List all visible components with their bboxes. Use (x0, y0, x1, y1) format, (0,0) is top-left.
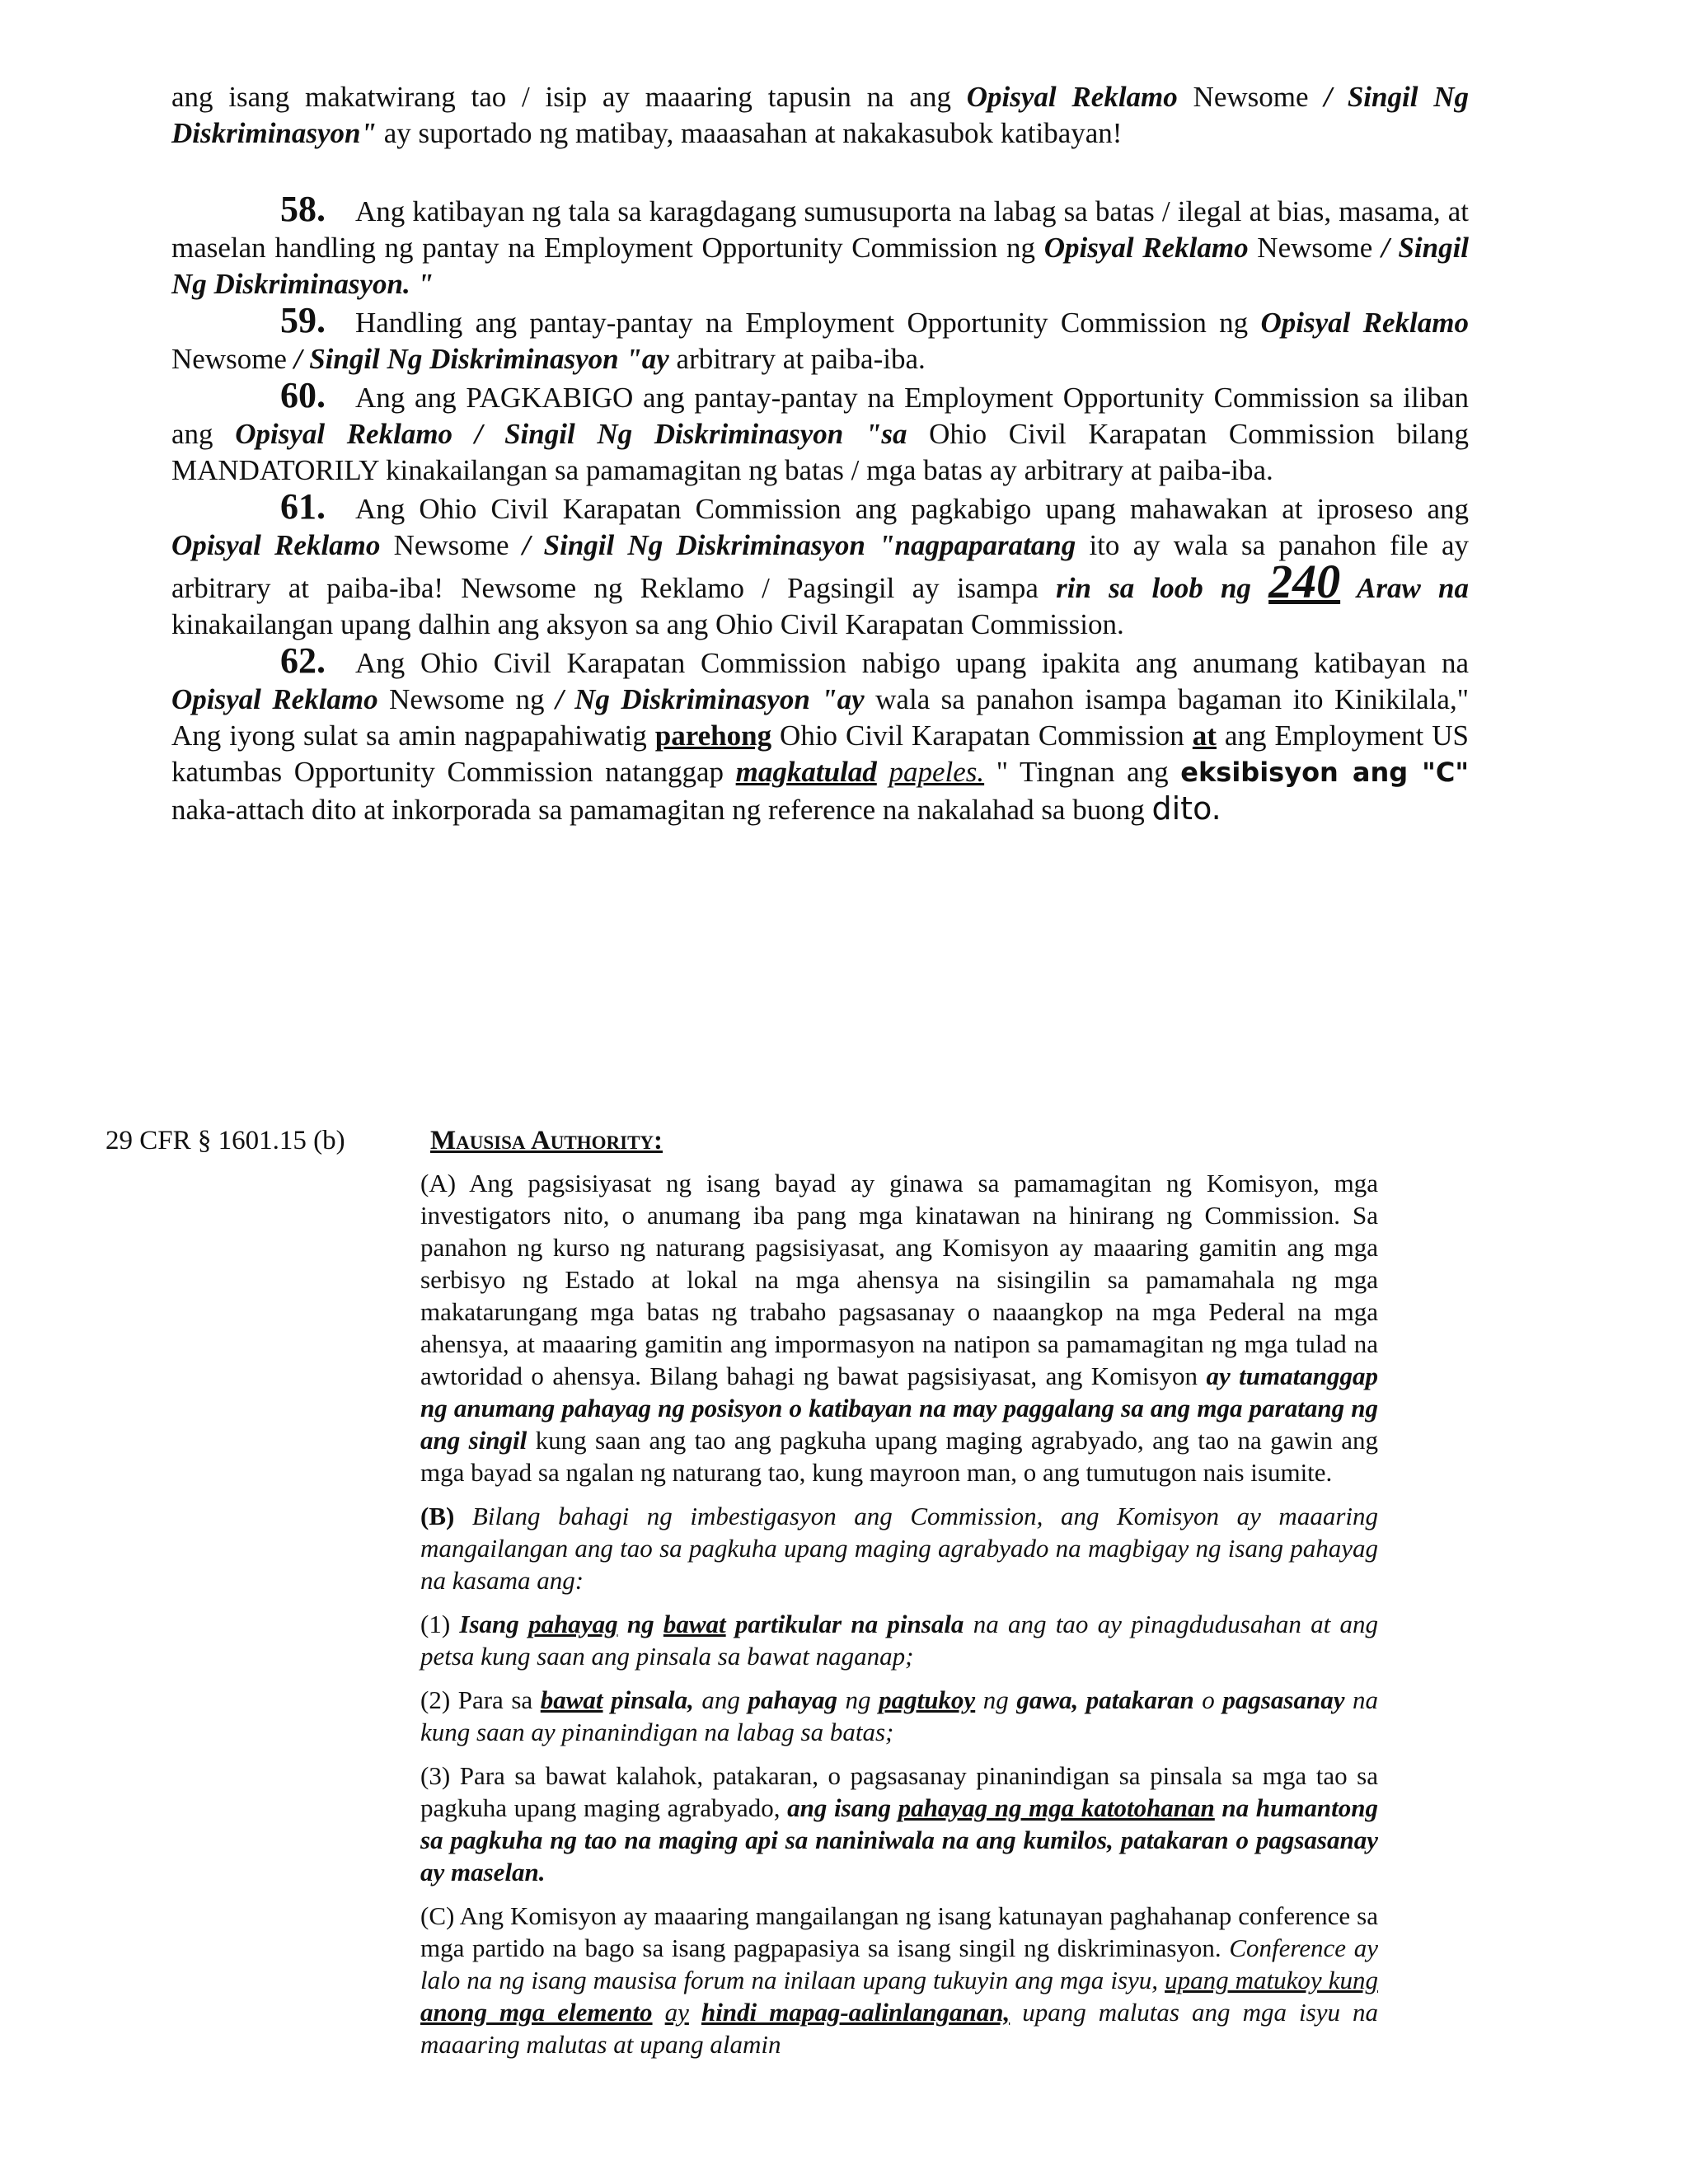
text-run: Opisyal Reklamo (966, 81, 1178, 113)
paragraph-62 (171, 640, 1470, 828)
text-run: " Tingnan ang (984, 756, 1181, 788)
text-run: (A) Ang pagsisiyasat ng isang bayad ay ginawa sa pamamagitan ng Komisyon, mga investigators nito, o anumang iba pang mga kinatawan na hinirang ng Commission. Sa panahon ng kurso ng naturang pagsisiyasat, ang Komisyon ay maaaring gamitin ang mga serbisyo ng Estado at lokal na mga ahensya na sisingilin sa pamamahala ng mga makatarungang mga batas ng trabaho pagsasanay o naaangkop na mga Pederal na mga ahensya, at maaaring gamitin ang impormasyon na natipon sa pamamagitan ng mga tulad na awtoridad o ahensya. Bilang bahagi ng bawat pagsisiyasat, ang Komisyon (420, 1169, 1378, 1390)
citation-label: 29 CFR § 1601.15 (b) (106, 1126, 345, 1155)
text-run: parehong (654, 719, 772, 752)
text-run: at (1192, 719, 1217, 752)
text-run: rin sa loob ng (1056, 572, 1269, 604)
exhibit-reference: eksibisyon ang "C" (1180, 757, 1470, 788)
paragraph-number: 58. (280, 189, 326, 229)
text-run: kung saan ang tao ang pagkuha upang maging agrabyado, ang tao na gawin ang mga bayad sa ngalan ng naturang tao, kung mayroon man, o ang tumutugon nais isumite. (420, 1426, 1378, 1487)
text-run: wala sa panahon isampa bagaman ito Kinikilala," Ang iyong sulat sa amin nagpapahiwatig (171, 683, 1469, 752)
text-run: / Singil Ng Diskriminasyon. " (171, 232, 1470, 300)
text-run: / Ng Diskriminasyon "ay (555, 683, 865, 715)
text-run: pahayag ng mga katotohanan (898, 1793, 1215, 1822)
text-run: ay tumatanggap ng anumang pahayag ng posisyon o katibayan na may paggalang sa ang mga paratang ng ang singil (420, 1361, 1378, 1455)
text-run: ng (617, 1610, 663, 1638)
text-run: ng (975, 1685, 1017, 1714)
text-run: ang isang (787, 1793, 898, 1822)
text-run: Newsome (1177, 81, 1325, 113)
text-run: partikular na pinsala (725, 1610, 964, 1638)
text-run: upang malutas ang mga isyu na maaaring malutas at upang alamin (420, 1998, 1379, 2059)
text-run: pahayag (528, 1610, 618, 1638)
text-run: Ang ang PAGKABIGO ang pantay-pantay na Employment Opportunity Commission sa iliban ang (171, 382, 1469, 450)
text-run: ng (837, 1685, 879, 1714)
text-run: o (1193, 1685, 1223, 1714)
text-run: na humantong sa pagkuha ng tao na maging api sa naniniwala na ang kumilos, patakaran o pagsasanay ay maselan. (420, 1793, 1378, 1886)
text-run: na ang tao ay pinagdudusahan at ang petsa kung saan ang pinsala sa bawat naganap; (420, 1610, 1378, 1671)
text-run: Newsome (1248, 232, 1381, 264)
day-count: 240 (1268, 555, 1341, 608)
text-run: anong mga elemento (420, 1998, 653, 2027)
text-run: hindi mapag-aalinlanganan, (701, 1998, 1010, 2027)
text-run: arbitrary at paiba-iba. (668, 343, 926, 375)
text-run: upang matukoy kung (1165, 1966, 1379, 1994)
text-run: Opisyal Reklamo (1043, 232, 1249, 264)
text-run: pahayag (748, 1685, 837, 1714)
text-run: papeles. (889, 756, 985, 788)
text-run: ang isang makatwirang tao / isip ay maaaring tapusin na ang (171, 81, 967, 113)
text-run: Ang Ohio Civil Karapatan Commission ang pagkabigo upang mahawakan at iproseso ang (355, 493, 1469, 525)
paragraph-58 (171, 191, 1469, 302)
text-run: pagsasanay (1222, 1685, 1345, 1714)
paragraph-number: 60. (280, 375, 326, 415)
text-run: ay (664, 1998, 689, 2027)
authority-item-1 (420, 1608, 1378, 1672)
text-run: bawat (540, 1685, 603, 1714)
text-run: (1) (420, 1610, 460, 1638)
continuation-paragraph (171, 79, 1469, 152)
text-run: bawat (663, 1610, 726, 1638)
paragraph-number: 59. (280, 300, 326, 340)
paragraph-59 (171, 302, 1469, 377)
text-run: (3) Para sa bawat kalahok, patakaran, o pagsasanay pinanindigan sa pinsala sa mga tao sa pagkuha upang maging agrabyado, (420, 1761, 1378, 1822)
text-run: (B) (420, 1502, 455, 1530)
text-run: dito. (1151, 790, 1221, 827)
text-run: Ohio Civil Karapatan Commission bilang MANDATORILY kinakailangan sa pamamagitan ng batas / mga batas ay arbitrary at paiba-iba. (171, 418, 1469, 486)
text-run: Newsome ng (377, 683, 556, 715)
authority-section-b (420, 1500, 1378, 1596)
text-run: Bilang bahagi ng imbestigasyon ang Commission, ang Komisyon ay maaaring mangailangan ang tao sa pagkuha upang maging agrabyado na magbigay ng isang pahayag na kasama ang: (420, 1502, 1378, 1595)
paragraph-61 (171, 486, 1470, 643)
text-run: Ohio Civil Karapatan Commission (771, 719, 1193, 752)
text-run: naka-attach dito at inkorporada sa pamamagitan ng reference na nakalahad sa buong (171, 794, 1152, 826)
text-run: Isang (459, 1610, 529, 1638)
authority-section-c (420, 1900, 1378, 2060)
text-run: ang Employment US katumbas Opportunity Commission natanggap (171, 719, 1469, 788)
authority-item-3 (420, 1760, 1378, 1888)
text-run: na kung saan ay pinanindigan na labag sa batas; (420, 1685, 1379, 1746)
text-run: pagtukoy (879, 1685, 976, 1714)
text-run (689, 1998, 701, 2027)
text-run (653, 1998, 665, 2027)
text-run: Conference ay lalo na ng isang mausisa forum na inilaan upang tukuyin ang mga isyu, (420, 1933, 1379, 1994)
paragraph-number: 62. (280, 640, 326, 681)
authority-item-2 (420, 1684, 1378, 1748)
text-run: / Singil Ng Diskriminasyon "nagpaparatang (522, 529, 1076, 561)
paragraph-60 (171, 377, 1469, 489)
text-run: / Singil Ng Diskriminasyon "ay (293, 343, 669, 375)
paragraph-number: 61. (280, 486, 326, 527)
authority-section-a (420, 1167, 1378, 1488)
text-run: Opisyal Reklamo / Singil Ng Diskriminasyon "sa (235, 418, 907, 450)
authority-body (420, 1167, 1378, 2072)
text-run: Handling ang pantay-pantay na Employment Opportunity Commission ng (355, 307, 1261, 339)
text-run: Newsome (171, 343, 294, 375)
text-run: Ang katibayan ng tala sa karagdagang sumusuporta na labag sa batas / ilegal at bias, masama, at maselan handling ng pantay na Employment Opportunity Commission ng (171, 195, 1469, 264)
text-run: (2) Para sa (420, 1685, 541, 1714)
numbered-paragraphs (171, 191, 1469, 828)
text-run: Newsome (380, 529, 523, 561)
text-run: magkatulad (735, 756, 877, 788)
text-run: Ang Ohio Civil Karapatan Commission nabigo upang ipakita ang anumang katibayan na (355, 647, 1469, 679)
text-run: ito ay wala sa panahon file ay arbitrary at paiba-iba! Newsome ng Reklamo / Pagsingil ay isampa (171, 529, 1470, 604)
text-run: Opisyal Reklamo (1260, 307, 1469, 339)
text-run: Araw na (1340, 572, 1469, 604)
text-run: Opisyal Reklamo (171, 683, 378, 715)
authority-heading: Mausisa Authority: (430, 1126, 663, 1155)
text-run: / Singil Ng Diskriminasyon" (171, 81, 1469, 149)
text-run: ay suportado ng matibay, maaasahan at nakakasubok katibayan! (376, 117, 1123, 149)
text-run: pinsala, (603, 1685, 694, 1714)
text-run: kinakailangan upang dalhin ang aksyon sa ang Ohio Civil Karapatan Commission. (171, 608, 1124, 640)
text-run: ang (693, 1685, 748, 1714)
text-run: Opisyal Reklamo (171, 529, 381, 561)
text-run (877, 756, 889, 788)
text-run: (C) Ang Komisyon ay maaaring mangailangan ng isang katunayan paghahanap conference sa mga partido na bago sa isang pagpapasiya sa isang singil ng diskriminasyon. (420, 1901, 1378, 1962)
text-run: gawa, patakaran (1016, 1685, 1194, 1714)
